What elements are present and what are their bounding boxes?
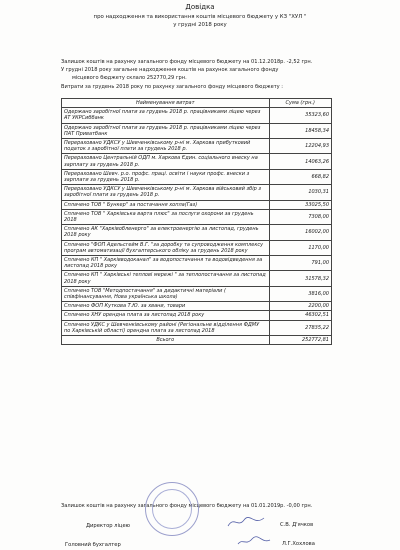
table-row xyxy=(62,311,332,320)
expense-sum: 1030,31 xyxy=(269,185,332,200)
expense-name: Сплачено "ФОП Адельсгейм В.Г. "за доробку та супроводження комплексу програм автоматизації бухгалтерського обліку за грудень 2018 року xyxy=(62,240,270,255)
income-amount-line: місцевого бюджету склало 252770,29 грн. xyxy=(72,75,187,81)
document-subtitle: про надходження та використання коштів місцевого бюджету у КЗ "ХУЛ " xyxy=(93,14,307,20)
expense-sum: 7308,00 xyxy=(269,209,332,224)
expense-sum: 12204,93 xyxy=(269,139,332,154)
expense-name: Сплачено ФОП Куткова Т.Ю. за хвани, товари xyxy=(62,302,270,311)
column-header-sum: Сума (грн.) xyxy=(269,99,332,108)
expense-name: Одержано заробітної плати за грудень 2018 р. працівниками ліцею через АТ УКРСиббанк xyxy=(62,108,270,123)
document-title: Довідка xyxy=(185,3,215,11)
expense-name: Одержано заробітної плати за грудень 2018 р. працівниками ліцею через ПАТ Приватбанк xyxy=(62,123,270,138)
director-label: Директор ліцею xyxy=(86,523,131,529)
table-row xyxy=(62,209,332,224)
director-name: С.В. Д'ячков xyxy=(280,522,314,528)
table-row xyxy=(62,256,332,271)
expense-name: Сплачено ХНУ орендна плата за листопад 2018 року xyxy=(62,311,270,320)
total-sum: 252772,81 xyxy=(269,336,332,345)
accountant-signature xyxy=(236,534,272,548)
expense-sum: 791,00 xyxy=(269,256,332,271)
table-row xyxy=(62,320,332,335)
expense-name: Перераховано Шевч. р.о. профс. праці. освіти і науки профс. внески з зарплати за грудень 2018 р. xyxy=(62,169,270,184)
table-row xyxy=(62,123,332,138)
table-row xyxy=(62,225,332,240)
expense-name: Сплачено КП " Харківводоканал" за водопостачання та водовідведення за листопад 2018 року xyxy=(62,256,270,271)
expense-sum: 668,82 xyxy=(269,169,332,184)
table-row xyxy=(62,169,332,184)
opening-balance-line: Залишок коштів на рахунку загального фонду місцевого бюджету на 01.12.2018р. -2,52 грн. xyxy=(61,59,313,65)
table-row xyxy=(62,139,332,154)
closing-balance-line: Залишок коштів на рахунку загального фонду місцевого бюджету на 01.01.2019р. -0,00 грн. xyxy=(61,503,313,509)
expense-sum: 16002,00 xyxy=(269,225,332,240)
table-row xyxy=(62,302,332,311)
document-period: у грудні 2018 року xyxy=(173,22,227,28)
expense-sum: 31578,32 xyxy=(269,271,332,286)
table-row xyxy=(62,286,332,301)
expense-sum: 2200,00 xyxy=(269,302,332,311)
expense-sum: 27835,22 xyxy=(269,320,332,335)
expense-sum: 18458,34 xyxy=(269,123,332,138)
director-signature xyxy=(226,514,266,530)
table-row xyxy=(62,108,332,123)
expense-sum: 3816,00 xyxy=(269,286,332,301)
expense-name: Сплачено ТОВ " Харківська варта плюс" за послуги охорони за грудень 2018 xyxy=(62,209,270,224)
income-line: У грудні 2018 року загальне надходження коштів на рахунок загального фонду xyxy=(61,67,279,73)
expense-sum: 46302,51 xyxy=(269,311,332,320)
table-row xyxy=(62,271,332,286)
expense-sum: 1170,00 xyxy=(269,240,332,255)
accountant-name: Л.Г.Хохлова xyxy=(282,541,315,547)
expense-name: Сплачено ТОВ "Методпостачання" за дидактичні матеріали ( співфінансування, Нова українська школа) xyxy=(62,286,270,301)
expense-name: Перераховано УДКСУ у Шевченківському р-ні м. Харкова прибутковий податок з заробітної плати за грудень 2018 р. xyxy=(62,139,270,154)
expense-sum: 14063,26 xyxy=(269,154,332,169)
table-header-row xyxy=(62,99,332,108)
expense-name: Перераховано УДКСУ у Шевченківському р-ні м. Харкова військовий збір з заробітної плати за грудень 2018 р. xyxy=(62,185,270,200)
table-row xyxy=(62,240,332,255)
expense-name: Перераховано Центральній ОДП м. Харкова Єдин. соціального внеску на зарплату за грудень 2018 р. xyxy=(62,154,270,169)
column-header-name: Найменування витрат xyxy=(62,99,270,108)
accountant-label: Головний бухгалтер xyxy=(65,542,121,548)
table-row xyxy=(62,185,332,200)
expense-sum: 33025,50 xyxy=(269,200,332,209)
total-label: Всього xyxy=(62,336,270,345)
table-total-row xyxy=(62,336,332,345)
expense-name: Сплачено ТОВ " Бункер" за постачання хопла(Газ) xyxy=(62,200,270,209)
expense-name: Сплачено УДКС у Шевченківському районі (Регіональне відділення ФДМУ по Харківській області) орендна плата за листопад 2018 xyxy=(62,320,270,335)
expense-name: Сплачено АК "Харківобленерго" за електроенергію за листопад, грудень 2018 року xyxy=(62,225,270,240)
expenses-table xyxy=(61,98,332,345)
expense-sum: 35323,60 xyxy=(269,108,332,123)
expenses-intro-line: Витрати за грудень 2018 року по рахунку загального фонду місцевого бюджету : xyxy=(61,84,284,90)
table-row xyxy=(62,200,332,209)
official-stamp xyxy=(145,482,199,536)
table-row xyxy=(62,154,332,169)
expense-name: Сплачено КП " Харківські теплові мережі " за теплопостачання за листопад 2018 року xyxy=(62,271,270,286)
